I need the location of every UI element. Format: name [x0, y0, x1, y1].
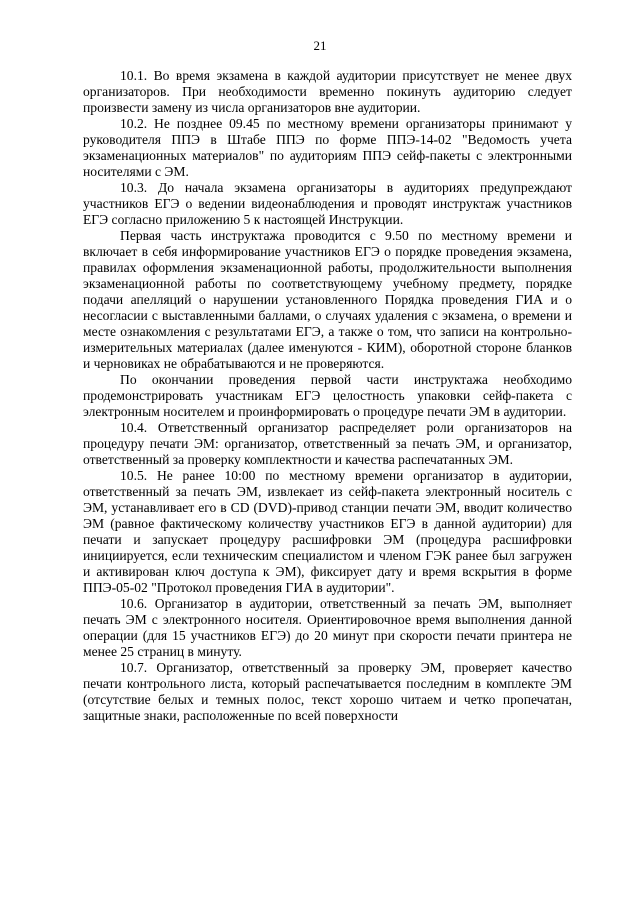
paragraph-10-1: 10.1. Во время экзамена в каждой аудитории присутствует не менее двух организаторов. При необходимости временно покинуть аудиторию следует произвести замену из числа организаторов вне аудитории.: [83, 68, 572, 115]
paragraph-10-7: 10.7. Организатор, ответственный за проверку ЭМ, проверяет качество печати контрольного листа, который распечатывается последним в комплекте ЭМ (отсутствие белых и темных полос, текст хорошо читаем и четко пропечатан, защитные знаки, расположенные по всей поверхности: [83, 660, 572, 723]
paragraph-10-5: 10.5. Не ранее 10:00 по местному времени организатор в аудитории, ответственный за печать ЭМ, извлекает из сейф-пакета электронный носитель с ЭМ, устанавливает его в CD (DVD)-привод станции печати ЭМ, вводит количество ЭМ (равное фактическому количеству участников ЕГЭ в данной аудитории) для печати и запускает процедуру расшифровки ЭМ (процедура расшифровки инициируется, если техническим специалистом и членом ГЭК ранее был загружен и активирован ключ доступа к ЭМ), фиксирует дату и время вскрытия в форме ППЭ-05-02 "Протокол проведения ГИА в аудитории".: [83, 468, 572, 595]
paragraph-safe-package-demo: По окончании проведения первой части инструктажа необходимо продемонстрировать участникам ЕГЭ целостность упаковки сейф-пакета с электронным носителем и проинформировать о процедуре печати ЭМ в аудитории.: [83, 372, 572, 419]
document-body: [83, 68, 572, 724]
page-number: 21: [313, 38, 327, 53]
paragraph-10-3: 10.3. До начала экзамена организаторы в аудиториях предупреждают участников ЕГЭ о ведении видеонаблюдения и проводят инструктаж участников ЕГЭ согласно приложению 5 к настоящей Инструкции.: [83, 180, 572, 227]
paragraph-instruction-part-one: Первая часть инструктажа проводится с 9.50 по местному времени и включает в себя информирование участников ЕГЭ о порядке проведения экзамена, правилах оформления экзаменационной работы, продолжительности выполнения экзаменационной работы по соответствующему учебному предмету, порядке подачи апелляций о нарушении установленного Порядка проведения ГИА и о несогласии с выставленными баллами, о случаях удаления с экзамена, о времени и месте ознакомления с результатами ЕГЭ, а также о том, что записи на контрольно-измерительных материалах (далее именуются - КИМ), оборотной стороне бланков и черновиках не обрабатываются и не проверяются.: [83, 228, 572, 371]
paragraph-10-2: 10.2. Не позднее 09.45 по местному времени организаторы принимают у руководителя ППЭ в Штабе ППЭ по форме ППЭ-14-02 "Ведомость учета экзаменационных материалов" по аудиториям ППЭ сейф-пакеты с электронными носителями с ЭМ.: [83, 116, 572, 179]
paragraph-10-4: 10.4. Ответственный организатор распределяет роли организаторов на процедуру печати ЭМ: организатор, ответственный за печать ЭМ, и организатор, ответственный за проверку комплектности и качества распечатанных ЭМ.: [83, 420, 572, 467]
paragraph-10-6: 10.6. Организатор в аудитории, ответственный за печать ЭМ, выполняет печать ЭМ с электронного носителя. Ориентировочное время выполнения данной операции (для 15 участников ЕГЭ) до 20 минут при скорости печати принтера не менее 25 страниц в минуту.: [83, 596, 572, 659]
